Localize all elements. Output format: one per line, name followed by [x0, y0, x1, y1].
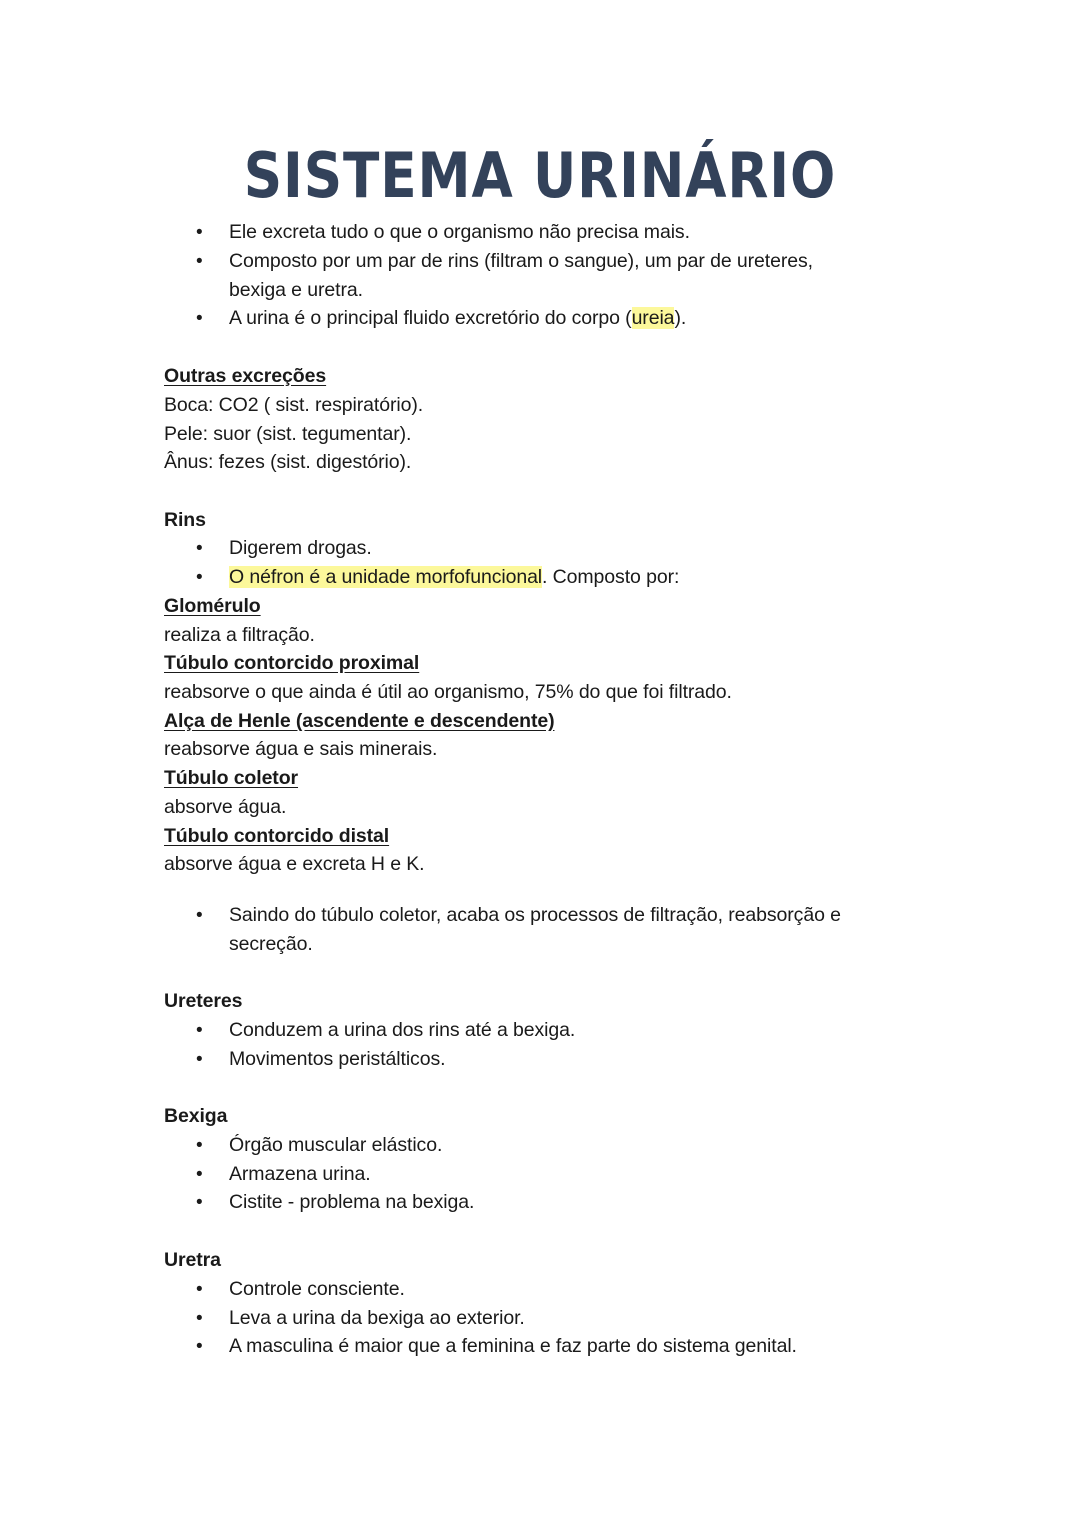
- heading-tubulo-proximal: Túbulo contorcido proximal: [164, 652, 420, 674]
- heading-uretra: Uretra: [164, 1249, 221, 1271]
- bexiga-bullet-1: Órgão muscular elástico.: [229, 1134, 443, 1156]
- heading-outras-excrecoes: Outras excreções: [164, 365, 327, 387]
- heading-ureteres: Ureteres: [164, 990, 243, 1012]
- rins-bullet-2: O néfron é a unidade morfofuncional. Composto por:: [229, 566, 680, 588]
- bullet-icon: •: [196, 222, 203, 243]
- ureteres-bullet-1: Conduzem a urina dos rins até a bexiga.: [229, 1019, 576, 1041]
- uretra-bullet-3: A masculina é maior que a feminina e faz parte do sistema genital.: [229, 1335, 797, 1357]
- rins-closing-bullet: Saindo do túbulo coletor, acaba os processos de filtração, reabsorção e: [229, 904, 841, 926]
- desc-tubulo-distal: absorve água e excreta H e K.: [164, 853, 425, 875]
- desc-glomerulo: realiza a filtração.: [164, 624, 315, 646]
- bullet-icon: •: [196, 251, 203, 272]
- bexiga-bullet-2: Armazena urina.: [229, 1163, 371, 1185]
- page-title: SISTEMA URINÁRIO: [243, 139, 837, 212]
- uretra-bullet-1: Controle consciente.: [229, 1278, 405, 1300]
- bullet-icon: •: [196, 1049, 203, 1070]
- bullet-icon: •: [196, 1279, 203, 1300]
- desc-alca-henle: reabsorve água e sais minerais.: [164, 738, 438, 760]
- rins-closing-bullet-continuation: secreção.: [229, 933, 313, 955]
- desc-tubulo-coletor: absorve água.: [164, 796, 287, 818]
- bexiga-bullet-3: Cistite - problema na bexiga.: [229, 1191, 475, 1213]
- bullet-icon: •: [196, 1164, 203, 1185]
- highlight-ureia: ureia: [631, 307, 675, 329]
- intro-bullet-1: Ele excreta tudo o que o organismo não precisa mais.: [229, 221, 690, 243]
- intro-bullet-3: A urina é o principal fluido excretório do corpo (ureia).: [229, 307, 687, 329]
- rins-bullet-1: Digerem drogas.: [229, 537, 372, 559]
- intro-bullet-2-continuation: bexiga e uretra.: [229, 279, 363, 301]
- bullet-icon: •: [196, 567, 203, 588]
- uretra-bullet-2: Leva a urina da bexiga ao exterior.: [229, 1307, 525, 1329]
- heading-bexiga: Bexiga: [164, 1105, 228, 1127]
- bullet-icon: •: [196, 538, 203, 559]
- bullet-icon: •: [196, 1020, 203, 1041]
- excrecao-anus: Ânus: fezes (sist. digestório).: [164, 451, 412, 473]
- highlight-nefron: O néfron é a unidade morfofuncional: [229, 566, 543, 588]
- excrecao-pele: Pele: suor (sist. tegumentar).: [164, 423, 412, 445]
- excrecao-boca: Boca: CO2 ( sist. respiratório).: [164, 394, 424, 416]
- heading-tubulo-coletor: Túbulo coletor: [164, 767, 299, 789]
- heading-tubulo-distal: Túbulo contorcido distal: [164, 825, 390, 847]
- intro-bullet-2: Composto por um par de rins (filtram o sangue), um par de ureteres,: [229, 250, 813, 272]
- heading-glomerulo: Glomérulo: [164, 595, 261, 617]
- ureteres-bullet-2: Movimentos peristálticos.: [229, 1048, 446, 1070]
- heading-alca-henle: Alça de Henle (ascendente e descendente): [164, 710, 555, 732]
- bullet-icon: •: [196, 905, 203, 926]
- heading-rins: Rins: [164, 509, 206, 531]
- desc-tubulo-proximal: reabsorve o que ainda é útil ao organismo, 75% do que foi filtrado.: [164, 681, 732, 703]
- bullet-icon: •: [196, 1135, 203, 1156]
- bullet-icon: •: [196, 1192, 203, 1213]
- bullet-icon: •: [196, 1308, 203, 1329]
- bullet-icon: •: [196, 1336, 203, 1357]
- bullet-icon: •: [196, 308, 203, 329]
